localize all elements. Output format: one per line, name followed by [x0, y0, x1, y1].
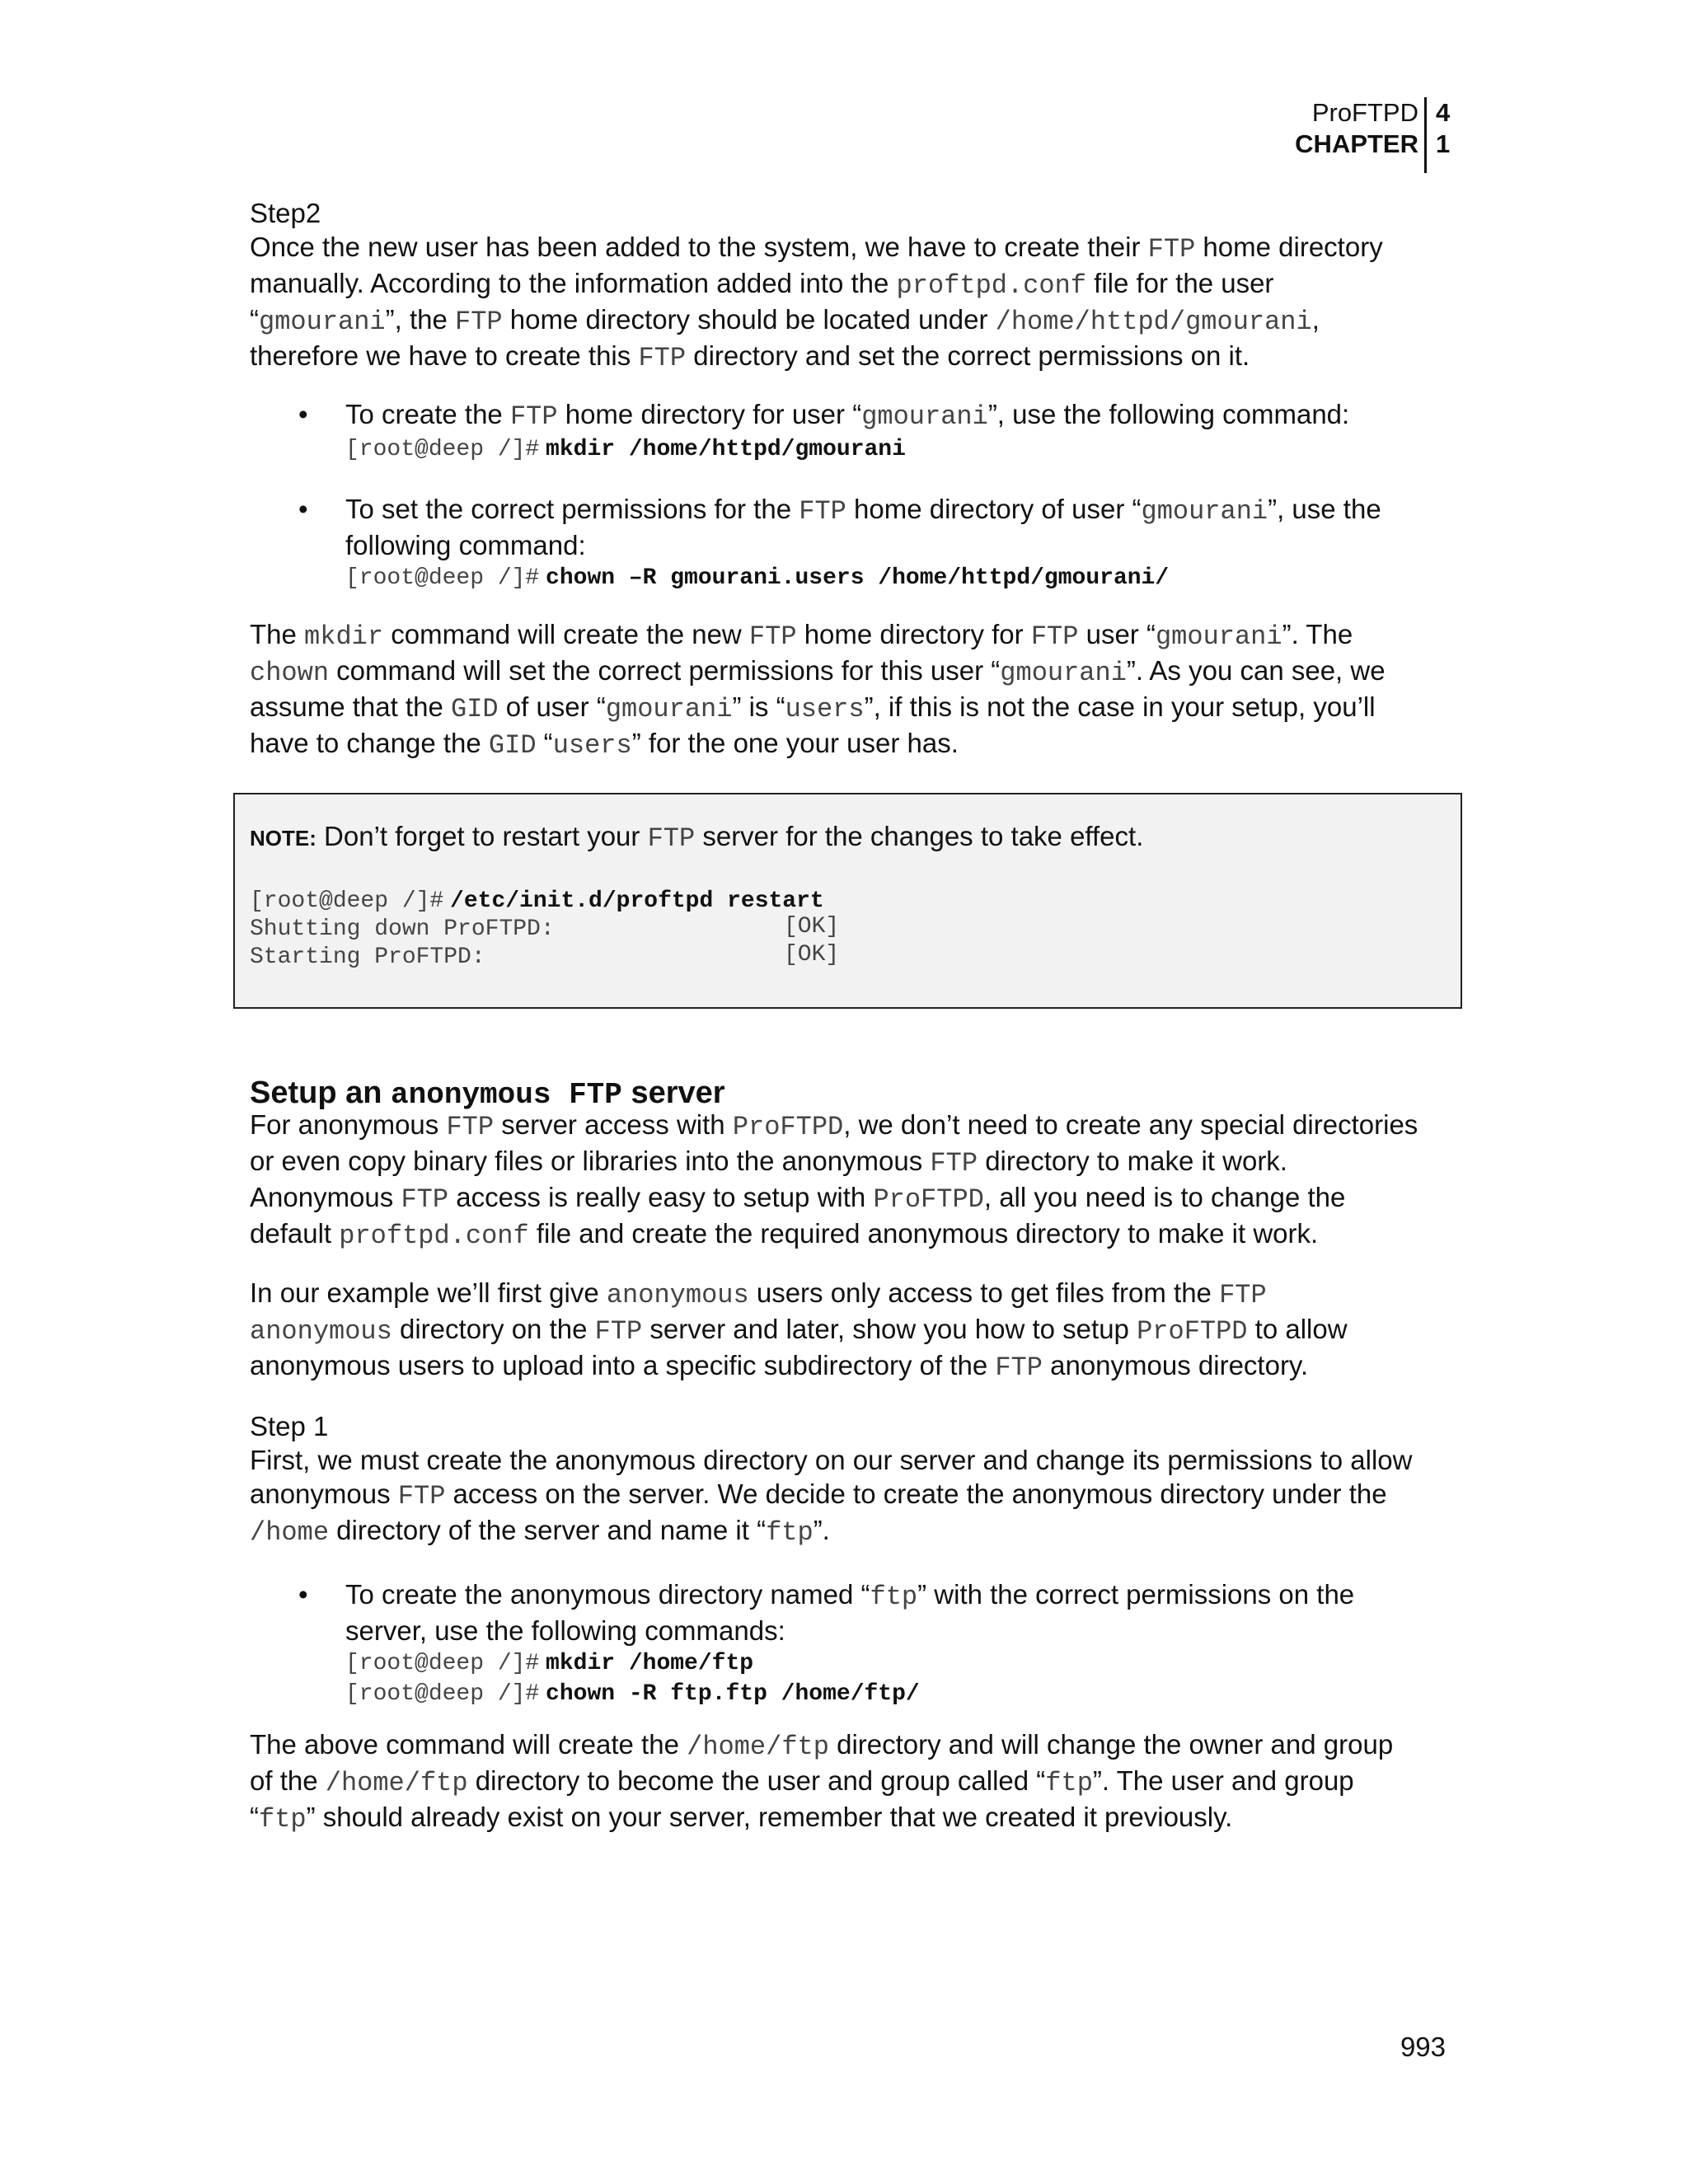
header-chapter-number: 4 1	[1436, 98, 1451, 158]
bullet-icon: •	[298, 494, 308, 524]
step2-block	[250, 196, 1453, 375]
bullet-icon: •	[298, 1579, 308, 1610]
section-heading: Setup an anonymous FTP server	[250, 1076, 725, 1112]
section-paragraph-2: In our example we’ll first give anonymous users only access to get files from the FTP anonymous directory on the FTP server and later, show you how to setup ProFTPD to allow anonymous users to upload into a specific subdirectory of the FTP anonymous directory.	[250, 1277, 1348, 1383]
header-divider	[1424, 97, 1427, 173]
command-line: [root@deep /]# chown -R ftp.ftp /home/ftp/	[345, 1681, 920, 1707]
bullet-create-home-dir: • To create the FTP home directory for user “gmourani”, use the following command: [root@deep /]# mkdir /home/httpd/gmourani	[345, 397, 1458, 464]
step2-paragraph: Once the new user has been added to the system, we have to create their FTP home directory manually. According to the information added into the proftpd.conf file for the user “gmourani”, the FTP home directory should be located under /home/httpd/gmourani, therefore we have to create this FTP directory and set the correct permissions on it.	[250, 232, 1383, 373]
mkdir-explanation: The mkdir command will create the new FTP home directory for FTP user “gmourani”. The chown command will set the correct permissions for this user “gmourani”. As you can see, we assume that the GID of user “gmourani” is “users”, if this is not the case in your setup, you’ll have to change the GID “users” for the one your user has.	[250, 619, 1386, 761]
bullet-create-anon-dir: • To create the anonymous directory named “ftp” with the correct permissions on the server, use the following commands: [root@deep /]# mkdir /home/ftp [root@deep /]# chown -R ftp.ftp /home/ftp/	[345, 1577, 1458, 1708]
step1-block: Step 1 First, we must create the anonymous directory on our server and change its permissions to allow anonymous FTP access on the server. We decide to create the anonymous directory under the /home directory of the server and name it “ftp”.	[250, 1409, 1453, 1549]
note-output-2: Starting ProFTPD: [OK]	[250, 942, 840, 970]
step2-heading: Step2	[250, 198, 321, 228]
bullet-set-permissions: • To set the correct permissions for the FTP home directory of user “gmourani”, use the following command: [root@deep /]# chown –R gmourani.users /home/httpd/gmourani/	[345, 492, 1458, 593]
header-chapter: CHAPTER	[1295, 129, 1418, 158]
note-command: [root@deep /]# /etc/init.d/proftpd restart	[250, 888, 824, 914]
note-output-1: Shutting down ProFTPD: [OK]	[250, 914, 840, 942]
command-line: [root@deep /]# chown –R gmourani.users /home/httpd/gmourani/	[345, 565, 1170, 591]
note-box	[233, 793, 1462, 1009]
note-label: NOTE:	[250, 826, 316, 851]
section-paragraph-1: For anonymous FTP server access with ProFTPD, we don’t need to create any special directories or even copy binary files or libraries into the anonymous FTP directory to make it work. Anonymous FTP access is really easy to setup with ProFTPD, all you need is to change the default proftpd.conf file and create the required anonymous directory to make it work.	[250, 1109, 1418, 1251]
final-paragraph: The above command will create the /home/ftp directory and will change the owner and group of the /home/ftp directory to become the user and group called “ftp”. The user and group “ftp” should already exist on your server, remember that we created it previously.	[250, 1729, 1394, 1835]
header-title: ProFTPD	[1311, 98, 1418, 127]
page-number: 993	[1400, 2032, 1446, 2062]
command-line: [root@deep /]# mkdir /home/ftp	[345, 1651, 754, 1676]
command-line: [root@deep /]# mkdir /home/httpd/gmourani	[345, 437, 906, 462]
note-text: NOTE: Don’t forget to restart your FTP server for the changes to take effect.	[250, 821, 1144, 854]
step1-heading: Step 1	[250, 1411, 329, 1441]
bullet-icon: •	[298, 399, 308, 429]
